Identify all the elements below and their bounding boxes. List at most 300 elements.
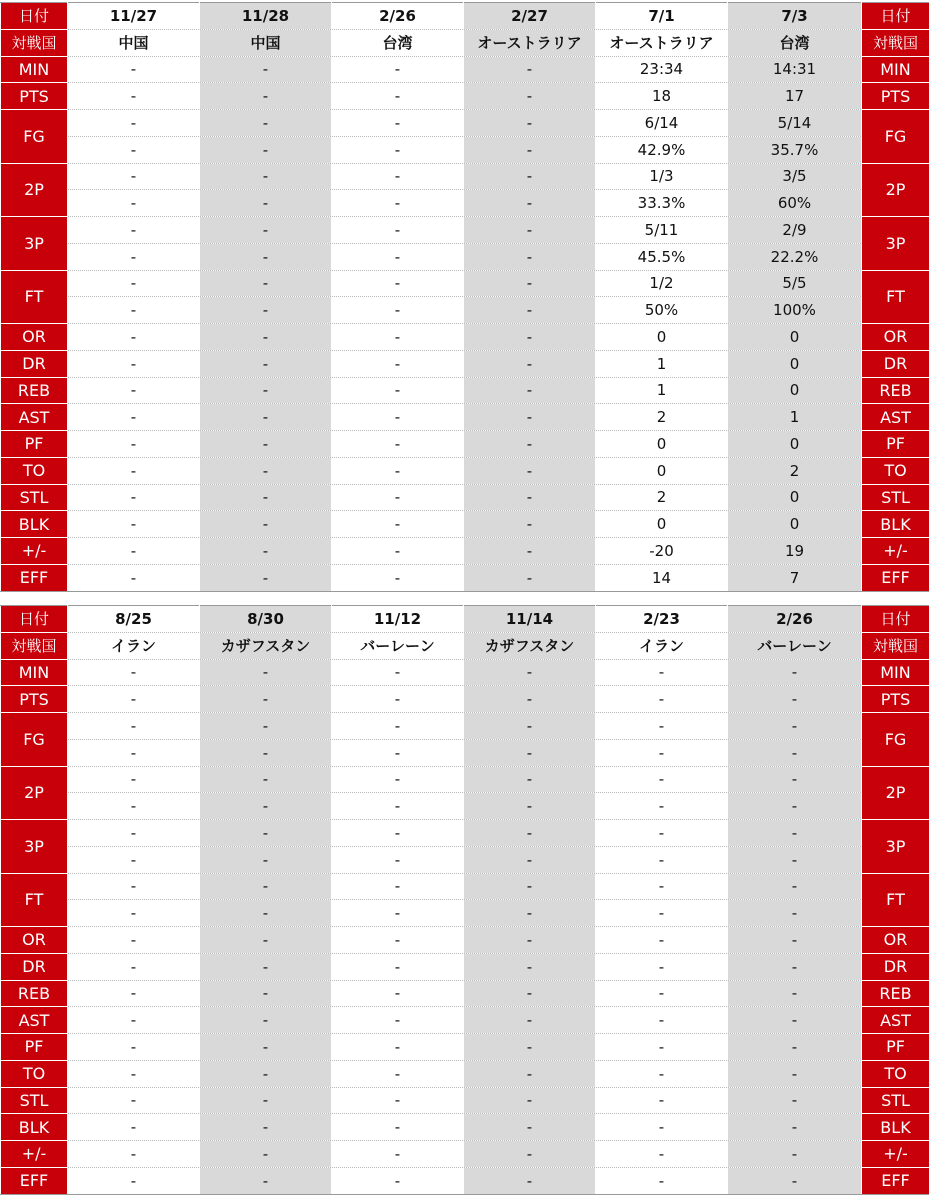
stat-cell: - xyxy=(200,243,332,270)
stat-cell: - xyxy=(332,713,464,740)
row-label-right: FG xyxy=(862,713,929,767)
stat-cell: - xyxy=(332,766,464,793)
stat-cell: - xyxy=(332,217,464,244)
stat-cell: 0 xyxy=(596,324,728,351)
stat-row-dr xyxy=(1,350,929,377)
stat-cell: 3/5 xyxy=(728,163,862,190)
stat-cell: - xyxy=(728,1087,862,1114)
row-label-right: 対戦国 xyxy=(862,29,929,56)
stat-cell: - xyxy=(200,217,332,244)
stat-cell: - xyxy=(332,953,464,980)
stat-cell: 7 xyxy=(728,564,862,591)
row-label-left: FT xyxy=(1,873,68,927)
stat-cell: - xyxy=(464,1060,596,1087)
stat-cell: - xyxy=(596,873,728,900)
row-label-right: OR xyxy=(862,927,929,954)
stat-cell: - xyxy=(200,431,332,458)
stat-cell: - xyxy=(68,163,200,190)
stat-cell: 2 xyxy=(596,404,728,431)
stat-cell: 1 xyxy=(596,350,728,377)
stat-cell: 50% xyxy=(596,297,728,324)
stat-cell: - xyxy=(332,980,464,1007)
stat-row-ast xyxy=(1,404,929,431)
stat-cell: - xyxy=(68,900,200,927)
stat-cell: - xyxy=(200,1034,332,1061)
stat-cell: 0 xyxy=(728,484,862,511)
stat-cell: - xyxy=(332,1007,464,1034)
stat-cell: - xyxy=(464,297,596,324)
stat-cell: - xyxy=(332,431,464,458)
stat-cell: - xyxy=(464,927,596,954)
stat-row-blk xyxy=(1,1114,929,1141)
game-date: 11/27 xyxy=(68,3,200,30)
stat-row-to xyxy=(1,1060,929,1087)
stat-cell: - xyxy=(596,927,728,954)
stat-cell: 14 xyxy=(596,564,728,591)
stat-cell: - xyxy=(200,1087,332,1114)
stat-cell: - xyxy=(728,1141,862,1168)
stat-row-min xyxy=(1,659,929,686)
stat-row-pts xyxy=(1,686,929,713)
row-label-left: REB xyxy=(1,980,68,1007)
row-label-right: +/- xyxy=(862,538,929,565)
stat-cell: - xyxy=(332,511,464,538)
stat-cell: - xyxy=(332,686,464,713)
stat-cell: - xyxy=(596,1034,728,1061)
stat-row-pf xyxy=(1,1034,929,1061)
stat-cell: - xyxy=(464,793,596,820)
stat-cell: - xyxy=(596,953,728,980)
row-label-right: PTS xyxy=(862,686,929,713)
row-label-right: REB xyxy=(862,377,929,404)
stat-cell: - xyxy=(728,713,862,740)
opponent-row xyxy=(1,632,929,659)
stat-cell: - xyxy=(728,1114,862,1141)
row-label-left: 日付 xyxy=(1,606,68,633)
stat-cell: - xyxy=(68,766,200,793)
stat-cell: - xyxy=(464,820,596,847)
stat-cell: - xyxy=(596,1141,728,1168)
row-label-left: 2P xyxy=(1,766,68,820)
stat-cell: - xyxy=(332,739,464,766)
stat-cell: - xyxy=(728,1007,862,1034)
stat-cell: - xyxy=(596,846,728,873)
stat-cell: - xyxy=(332,1060,464,1087)
stat-cell: - xyxy=(68,659,200,686)
stat-cell: - xyxy=(68,297,200,324)
stat-cell: - xyxy=(332,324,464,351)
stat-cell: - xyxy=(596,739,728,766)
stat-cell: - xyxy=(200,457,332,484)
stat-cell: - xyxy=(332,163,464,190)
stat-cell: - xyxy=(200,873,332,900)
stat-cell: - xyxy=(596,980,728,1007)
row-label-left: AST xyxy=(1,404,68,431)
stat-cell: - xyxy=(68,190,200,217)
stat-cell: - xyxy=(464,324,596,351)
stat-row-or xyxy=(1,324,929,351)
stat-cell: - xyxy=(68,713,200,740)
game-date: 8/30 xyxy=(200,606,332,633)
stat-row-to xyxy=(1,457,929,484)
stat-cell: - xyxy=(68,1167,200,1194)
stat-row-reb xyxy=(1,980,929,1007)
row-label-left: +/- xyxy=(1,538,68,565)
game-date: 2/26 xyxy=(332,3,464,30)
stat-cell: 100% xyxy=(728,297,862,324)
row-label-left: EFF xyxy=(1,1167,68,1194)
stat-cell: - xyxy=(200,820,332,847)
game-opponent: バーレーン xyxy=(332,632,464,659)
stat-cell: - xyxy=(200,1114,332,1141)
stat-cell: - xyxy=(728,927,862,954)
stat-cell: - xyxy=(464,83,596,110)
game-date: 11/12 xyxy=(332,606,464,633)
row-label-right: MIN xyxy=(862,56,929,83)
row-label-left: DR xyxy=(1,953,68,980)
row-label-left: TO xyxy=(1,457,68,484)
stat-cell: - xyxy=(200,136,332,163)
stat-cell: 5/5 xyxy=(728,270,862,297)
game-date: 11/28 xyxy=(200,3,332,30)
stat-cell: - xyxy=(200,83,332,110)
stat-cell: - xyxy=(68,873,200,900)
stat-cell: - xyxy=(68,793,200,820)
date-row xyxy=(1,3,929,30)
stat-row-p3_made xyxy=(1,820,929,847)
stat-cell: 6/14 xyxy=(596,110,728,137)
stat-row-stl xyxy=(1,1087,929,1114)
row-label-right: 対戦国 xyxy=(862,632,929,659)
row-label-left: STL xyxy=(1,484,68,511)
stat-row-ft_made xyxy=(1,873,929,900)
stat-cell: - xyxy=(464,110,596,137)
stat-cell: - xyxy=(332,350,464,377)
row-label-left: BLK xyxy=(1,511,68,538)
stat-cell: - xyxy=(464,217,596,244)
stat-cell: - xyxy=(200,846,332,873)
stat-row-stl xyxy=(1,484,929,511)
stat-cell: 60% xyxy=(728,190,862,217)
stat-cell: - xyxy=(200,270,332,297)
stat-row-p3_made xyxy=(1,217,929,244)
stat-cell: - xyxy=(200,927,332,954)
row-label-right: DR xyxy=(862,350,929,377)
row-label-left: DR xyxy=(1,350,68,377)
stat-cell: - xyxy=(68,484,200,511)
row-label-left: PF xyxy=(1,1034,68,1061)
game-date: 11/14 xyxy=(464,606,596,633)
stat-cell: - xyxy=(332,484,464,511)
stat-row-min xyxy=(1,56,929,83)
stat-cell: - xyxy=(68,1087,200,1114)
stat-cell: - xyxy=(332,243,464,270)
stat-cell: - xyxy=(200,110,332,137)
row-label-right: STL xyxy=(862,1087,929,1114)
row-label-left: +/- xyxy=(1,1141,68,1168)
stat-cell: - xyxy=(68,324,200,351)
stat-cell: - xyxy=(464,873,596,900)
row-label-left: FG xyxy=(1,110,68,164)
stat-cell: - xyxy=(68,846,200,873)
game-opponent: カザフスタン xyxy=(464,632,596,659)
stat-cell: - xyxy=(332,83,464,110)
row-label-right: DR xyxy=(862,953,929,980)
stat-cell: - xyxy=(332,56,464,83)
stat-cell: - xyxy=(332,297,464,324)
stat-cell: - xyxy=(464,377,596,404)
stat-cell: - xyxy=(596,793,728,820)
stat-cell: - xyxy=(332,1114,464,1141)
stat-row-fg_pct xyxy=(1,136,929,163)
game-date: 2/26 xyxy=(728,606,862,633)
row-label-right: 2P xyxy=(862,163,929,217)
stat-row-eff xyxy=(1,1167,929,1194)
row-label-right: FT xyxy=(862,270,929,324)
stat-cell: 5/11 xyxy=(596,217,728,244)
stat-cell: - xyxy=(200,659,332,686)
stat-cell: - xyxy=(68,511,200,538)
stat-cell: 17 xyxy=(728,83,862,110)
game-date: 2/27 xyxy=(464,3,596,30)
stat-cell: - xyxy=(596,1114,728,1141)
row-label-right: TO xyxy=(862,457,929,484)
stat-cell: - xyxy=(596,1087,728,1114)
stat-cell: - xyxy=(68,350,200,377)
stat-cell: - xyxy=(200,793,332,820)
stat-cell: 0 xyxy=(596,431,728,458)
date-row xyxy=(1,606,929,633)
row-label-left: 対戦国 xyxy=(1,29,68,56)
stat-cell: - xyxy=(596,820,728,847)
stat-cell: - xyxy=(200,484,332,511)
stat-cell: - xyxy=(728,873,862,900)
row-label-left: PTS xyxy=(1,686,68,713)
stat-row-p2_made xyxy=(1,766,929,793)
stat-cell: - xyxy=(464,511,596,538)
stat-cell: - xyxy=(200,766,332,793)
stat-cell: - xyxy=(68,377,200,404)
stat-cell: - xyxy=(200,377,332,404)
row-label-left: FT xyxy=(1,270,68,324)
stat-cell: 0 xyxy=(728,350,862,377)
stat-cell: - xyxy=(464,56,596,83)
stat-cell: - xyxy=(68,136,200,163)
stat-cell: - xyxy=(332,1141,464,1168)
row-label-right: MIN xyxy=(862,659,929,686)
row-label-left: 対戦国 xyxy=(1,632,68,659)
row-label-right: BLK xyxy=(862,511,929,538)
row-label-left: AST xyxy=(1,1007,68,1034)
stat-cell: - xyxy=(200,1167,332,1194)
game-opponent: イラン xyxy=(596,632,728,659)
row-label-left: STL xyxy=(1,1087,68,1114)
stat-cell: - xyxy=(68,953,200,980)
stat-cell: - xyxy=(68,83,200,110)
stat-cell: - xyxy=(464,1167,596,1194)
stat-cell: - xyxy=(68,927,200,954)
stat-row-ft_made xyxy=(1,270,929,297)
stat-cell: - xyxy=(464,980,596,1007)
row-label-right: 3P xyxy=(862,820,929,874)
stat-row-pm xyxy=(1,538,929,565)
row-label-left: OR xyxy=(1,927,68,954)
stat-cell: - xyxy=(728,900,862,927)
stat-cell: 22.2% xyxy=(728,243,862,270)
stat-cell: - xyxy=(332,846,464,873)
stat-cell: - xyxy=(728,953,862,980)
stat-cell: - xyxy=(596,766,728,793)
stat-cell: - xyxy=(728,1167,862,1194)
stat-row-eff xyxy=(1,564,929,591)
stat-row-fg_made xyxy=(1,713,929,740)
stat-cell: - xyxy=(728,793,862,820)
stat-cell: - xyxy=(464,404,596,431)
stat-cell: - xyxy=(200,953,332,980)
row-label-right: FT xyxy=(862,873,929,927)
stat-cell: - xyxy=(332,136,464,163)
stat-cell: - xyxy=(464,431,596,458)
stat-row-pts xyxy=(1,83,929,110)
row-label-right: STL xyxy=(862,484,929,511)
stat-cell: - xyxy=(200,163,332,190)
row-label-left: REB xyxy=(1,377,68,404)
stat-cell: 0 xyxy=(728,511,862,538)
stat-cell: - xyxy=(728,739,862,766)
stat-cell: - xyxy=(332,404,464,431)
stat-cell: - xyxy=(200,56,332,83)
game-opponent: カザフスタン xyxy=(200,632,332,659)
stat-cell: - xyxy=(596,1060,728,1087)
row-label-left: 3P xyxy=(1,217,68,271)
stat-cell: - xyxy=(332,900,464,927)
stat-row-dr xyxy=(1,953,929,980)
stat-cell: - xyxy=(464,163,596,190)
row-label-left: EFF xyxy=(1,564,68,591)
stat-cell: 0 xyxy=(728,377,862,404)
row-label-right: FG xyxy=(862,110,929,164)
stat-row-fg_made xyxy=(1,110,929,137)
stat-cell: 0 xyxy=(728,431,862,458)
stat-cell: - xyxy=(200,511,332,538)
stat-cell: - xyxy=(332,873,464,900)
stat-cell: - xyxy=(200,713,332,740)
stat-cell: - xyxy=(596,900,728,927)
stat-cell: - xyxy=(728,980,862,1007)
stat-cell: 0 xyxy=(596,457,728,484)
stat-cell: - xyxy=(728,686,862,713)
row-label-left: PTS xyxy=(1,83,68,110)
stat-cell: - xyxy=(200,564,332,591)
stat-cell: - xyxy=(332,377,464,404)
stat-cell: - xyxy=(464,1034,596,1061)
row-label-right: TO xyxy=(862,1060,929,1087)
row-label-left: MIN xyxy=(1,659,68,686)
stat-cell: - xyxy=(200,900,332,927)
row-label-left: TO xyxy=(1,1060,68,1087)
stat-cell: - xyxy=(68,820,200,847)
row-label-right: 日付 xyxy=(862,3,929,30)
row-label-right: 3P xyxy=(862,217,929,271)
stat-cell: - xyxy=(68,404,200,431)
stat-cell: - xyxy=(464,953,596,980)
stat-row-ft_pct xyxy=(1,297,929,324)
game-opponent: バーレーン xyxy=(728,632,862,659)
stat-cell: - xyxy=(68,217,200,244)
stat-cell: - xyxy=(332,1034,464,1061)
row-label-right: AST xyxy=(862,1007,929,1034)
row-label-right: REB xyxy=(862,980,929,1007)
stat-cell: 14:31 xyxy=(728,56,862,83)
stat-cell: - xyxy=(200,1007,332,1034)
stat-cell: - xyxy=(464,846,596,873)
stat-cell: - xyxy=(464,270,596,297)
stat-cell: - xyxy=(68,110,200,137)
row-label-left: MIN xyxy=(1,56,68,83)
stat-cell: - xyxy=(332,659,464,686)
stat-row-pm xyxy=(1,1141,929,1168)
stat-cell: - xyxy=(464,484,596,511)
row-label-right: +/- xyxy=(862,1141,929,1168)
stat-cell: 42.9% xyxy=(596,136,728,163)
stat-cell: - xyxy=(68,564,200,591)
row-label-right: PF xyxy=(862,431,929,458)
stat-cell: - xyxy=(200,980,332,1007)
stat-cell: 18 xyxy=(596,83,728,110)
stat-cell: 1/2 xyxy=(596,270,728,297)
stat-cell: - xyxy=(464,766,596,793)
stat-row-p3_pct xyxy=(1,243,929,270)
stat-cell: - xyxy=(68,1034,200,1061)
stat-cell: - xyxy=(728,1060,862,1087)
stat-row-p2_pct xyxy=(1,190,929,217)
stat-cell: 2 xyxy=(596,484,728,511)
row-label-left: OR xyxy=(1,324,68,351)
stat-cell: - xyxy=(332,190,464,217)
stat-cell: - xyxy=(200,739,332,766)
stat-row-reb xyxy=(1,377,929,404)
game-opponent: 台湾 xyxy=(728,29,862,56)
stat-cell: - xyxy=(464,457,596,484)
game-opponent: 中国 xyxy=(68,29,200,56)
stat-cell: - xyxy=(332,1167,464,1194)
row-label-right: 2P xyxy=(862,766,929,820)
stat-cell: - xyxy=(68,56,200,83)
stat-cell: - xyxy=(464,1007,596,1034)
row-label-right: OR xyxy=(862,324,929,351)
stat-row-p2_made xyxy=(1,163,929,190)
stat-cell: - xyxy=(464,243,596,270)
stat-cell: - xyxy=(596,1167,728,1194)
stat-cell: - xyxy=(200,350,332,377)
stat-row-ast xyxy=(1,1007,929,1034)
stat-cell: - xyxy=(332,564,464,591)
game-date: 7/1 xyxy=(596,3,728,30)
stat-cell: - xyxy=(332,793,464,820)
row-label-left: PF xyxy=(1,431,68,458)
row-label-left: 2P xyxy=(1,163,68,217)
stat-cell: - xyxy=(68,739,200,766)
stat-cell: - xyxy=(332,820,464,847)
stat-cell: - xyxy=(464,659,596,686)
stat-cell: - xyxy=(200,1060,332,1087)
stat-row-or xyxy=(1,927,929,954)
stat-cell: - xyxy=(68,686,200,713)
row-label-left: 日付 xyxy=(1,3,68,30)
stat-cell: 1 xyxy=(596,377,728,404)
stat-cell: - xyxy=(68,270,200,297)
stat-cell: - xyxy=(464,538,596,565)
